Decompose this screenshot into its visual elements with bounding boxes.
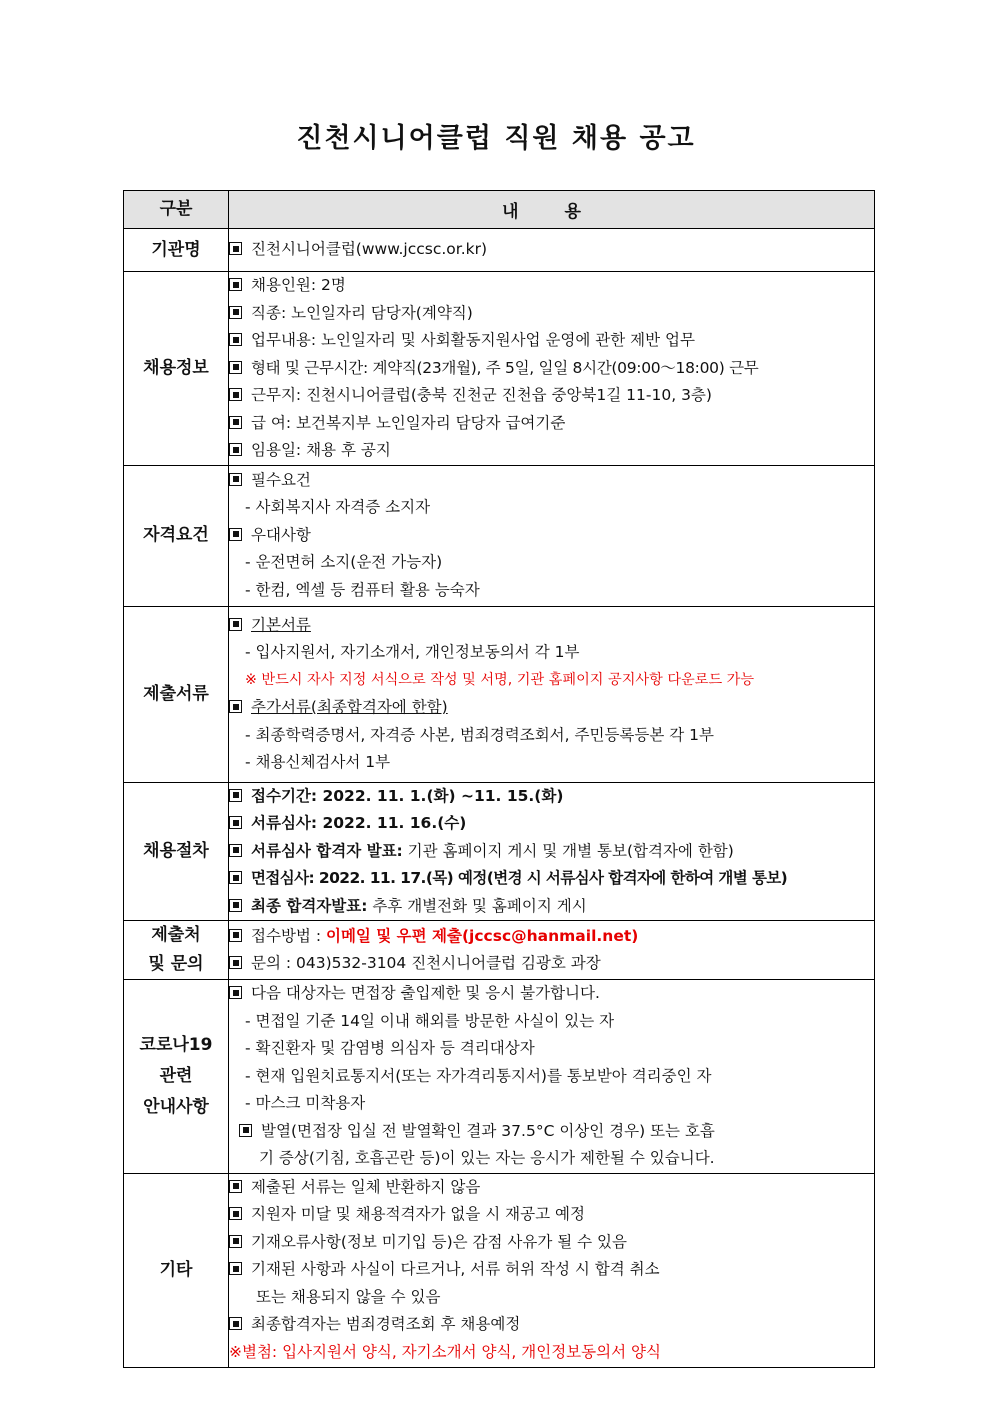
list-item: - 사회복지사 자격증 소지자 <box>245 498 431 517</box>
list-item: 기재오류사항(정보 미기입 등)은 감점 사유가 될 수 있음 <box>229 1229 874 1257</box>
list-item: 근무지: 진천시니어클럽(충북 진천군 진천읍 중앙북1길 11-10, 3층) <box>229 382 874 410</box>
square-bullet-icon <box>229 473 242 486</box>
hiring-info-row <box>124 272 875 466</box>
etc-label: 기타 <box>124 1173 229 1367</box>
square-bullet-icon <box>229 1235 242 1248</box>
contact-label: 제출처 및 문의 <box>124 921 229 980</box>
square-bullet-icon <box>229 899 242 912</box>
list-item: 직종: 노인일자리 담당자(계약직) <box>229 300 874 328</box>
list-item: 기재된 사항과 사실이 다르거나, 서류 허위 작성 시 합격 취소 <box>229 1256 874 1284</box>
square-bullet-icon <box>229 1317 242 1330</box>
list-item: 문의 : 043)532-3104 진천시니어클럽 김광호 과장 <box>229 950 874 978</box>
list-item: 접수기간: 2022. 11. 1.(화) ~11. 15.(화) <box>229 783 874 811</box>
list-item: 최종합격자는 범죄경력조회 후 채용예정 <box>229 1311 874 1339</box>
page-title: 진천시니어클럽 직원 채용 공고 <box>296 123 696 154</box>
square-bullet-icon <box>229 528 242 541</box>
list-item: - 확진환자 및 감염병 의심자 등 격리대상자 <box>245 1039 535 1057</box>
list-item: 필수요건 <box>229 467 874 495</box>
square-bullet-icon <box>229 986 242 999</box>
square-bullet-icon <box>239 1124 252 1137</box>
list-item: - 한컴, 엑셀 등 컴퓨터 활용 능숙자 <box>245 580 480 599</box>
square-bullet-icon <box>229 618 242 631</box>
list-item: 서류심사: 2022. 11. 16.(수) <box>229 810 874 838</box>
square-bullet-icon <box>229 333 242 346</box>
list-item: 기본서류 <box>229 612 874 640</box>
list-item: 면접심사: 2022. 11. 17.(목) 예정(변경 시 서류심사 합격자에 한하여 개별 통보) <box>229 865 874 893</box>
hiring-info-label: 채용정보 <box>124 272 229 466</box>
square-bullet-icon <box>229 871 242 884</box>
square-bullet-icon <box>229 1180 242 1193</box>
documents-row <box>124 606 875 782</box>
red-notice: ※ 반드시 자사 지정 서식으로 작성 및 서명, 기관 홈페이지 공지사항 다운로드 가능 <box>245 671 755 688</box>
org-name: 진천시니어클럽(www.jccsc.or.kr) <box>251 240 488 259</box>
qualifications-label: 자격요건 <box>124 465 229 606</box>
qualifications-row <box>124 465 875 606</box>
list-item: 최종 합격자발표: 추후 개별전화 및 홈페이지 게시 <box>229 893 874 921</box>
list-item: - 운전면허 소지(운전 가능자) <box>245 553 443 572</box>
square-bullet-icon <box>229 361 242 374</box>
list-item: 채용인원: 2명 <box>229 272 874 300</box>
org-line <box>229 236 874 264</box>
square-bullet-icon <box>229 1207 242 1220</box>
square-bullet-icon <box>229 816 242 829</box>
square-bullet-icon <box>229 306 242 319</box>
list-item: 추가서류(최종합격자에 한함) <box>229 694 874 722</box>
attachment-note: ※별첨: 입사지원서 양식, 자기소개서 양식, 개인정보동의서 양식 <box>229 1342 661 1361</box>
list-item: 형태 및 근무시간: 계약직(23개월), 주 5일, 일일 8시간(09:00～18:00) 근무 <box>229 355 874 383</box>
etc-row <box>124 1173 875 1367</box>
list-item: 다음 대상자는 면접장 출입제한 및 응시 불가합니다. <box>229 980 874 1008</box>
list-item: 서류심사 합격자 발표: 기관 홈페이지 게시 및 개별 통보(합격자에 한함) <box>229 838 874 866</box>
notice-table <box>123 190 875 1368</box>
org-label: 기관명 <box>124 229 229 272</box>
square-bullet-icon <box>229 1262 242 1275</box>
square-bullet-icon <box>229 929 242 942</box>
list-item: - 마스크 미착용자 <box>245 1094 366 1112</box>
list-item: 임용일: 채용 후 공지 <box>229 437 874 465</box>
covid-label: 코로나19 관련 안내사항 <box>124 980 229 1174</box>
list-item: - 면접일 기준 14일 이내 해외를 방문한 사실이 있는 자 <box>245 1011 615 1030</box>
list-item: 우대사항 <box>229 522 874 550</box>
list-item: 지원자 미달 및 채용적격자가 없을 시 재공고 예정 <box>229 1201 874 1229</box>
list-item: - 최종학력증명서, 자격증 사본, 범죄경력조회서, 주민등록등본 각 1부 <box>245 725 714 744</box>
square-bullet-icon <box>229 388 242 401</box>
header-content: 내 용 <box>229 191 875 229</box>
list-item: 업무내용: 노인일자리 및 사회활동지원사업 운영에 관한 제반 업무 <box>229 327 874 355</box>
list-item: 발열(면접장 입실 전 발열확인 결과 37.5°C 이상인 경우) 또는 호흡 <box>229 1118 874 1146</box>
square-bullet-icon <box>229 278 242 291</box>
square-bullet-icon <box>229 844 242 857</box>
square-bullet-icon <box>229 443 242 456</box>
square-bullet-icon <box>229 789 242 802</box>
procedure-label: 채용절차 <box>124 782 229 921</box>
list-item: - 입사지원서, 자기소개서, 개인정보동의서 각 1부 <box>245 643 580 661</box>
list-item: 제출된 서류는 일체 반환하지 않음 <box>229 1174 874 1202</box>
contact-row <box>124 921 875 980</box>
square-bullet-icon <box>229 700 242 713</box>
list-item: 기 증상(기침, 호흡곤란 등)이 있는 자는 응시가 제한될 수 있습니다. <box>259 1149 715 1167</box>
list-item: 접수방법 : 이메일 및 우편 제출(jccsc@hanmail.net) <box>229 923 874 951</box>
square-bullet-icon <box>229 416 242 429</box>
list-item: 또는 채용되지 않을 수 있음 <box>256 1287 441 1306</box>
table-header-row <box>124 191 875 229</box>
square-bullet-icon <box>229 242 242 255</box>
documents-label: 제출서류 <box>124 606 229 782</box>
covid-row <box>124 980 875 1174</box>
list-item: - 현재 입원치료통지서(또는 자가격리통지서)를 통보받아 격리중인 자 <box>245 1066 712 1085</box>
org-row <box>124 229 875 272</box>
list-item: 급 여: 보건복지부 노인일자리 담당자 급여기준 <box>229 410 874 438</box>
submission-method: 이메일 및 우편 제출(jccsc@hanmail.net) <box>325 926 639 945</box>
square-bullet-icon <box>229 956 242 969</box>
procedure-row <box>124 782 875 921</box>
header-category: 구분 <box>124 191 229 229</box>
list-item: - 채용신체검사서 1부 <box>245 753 391 771</box>
